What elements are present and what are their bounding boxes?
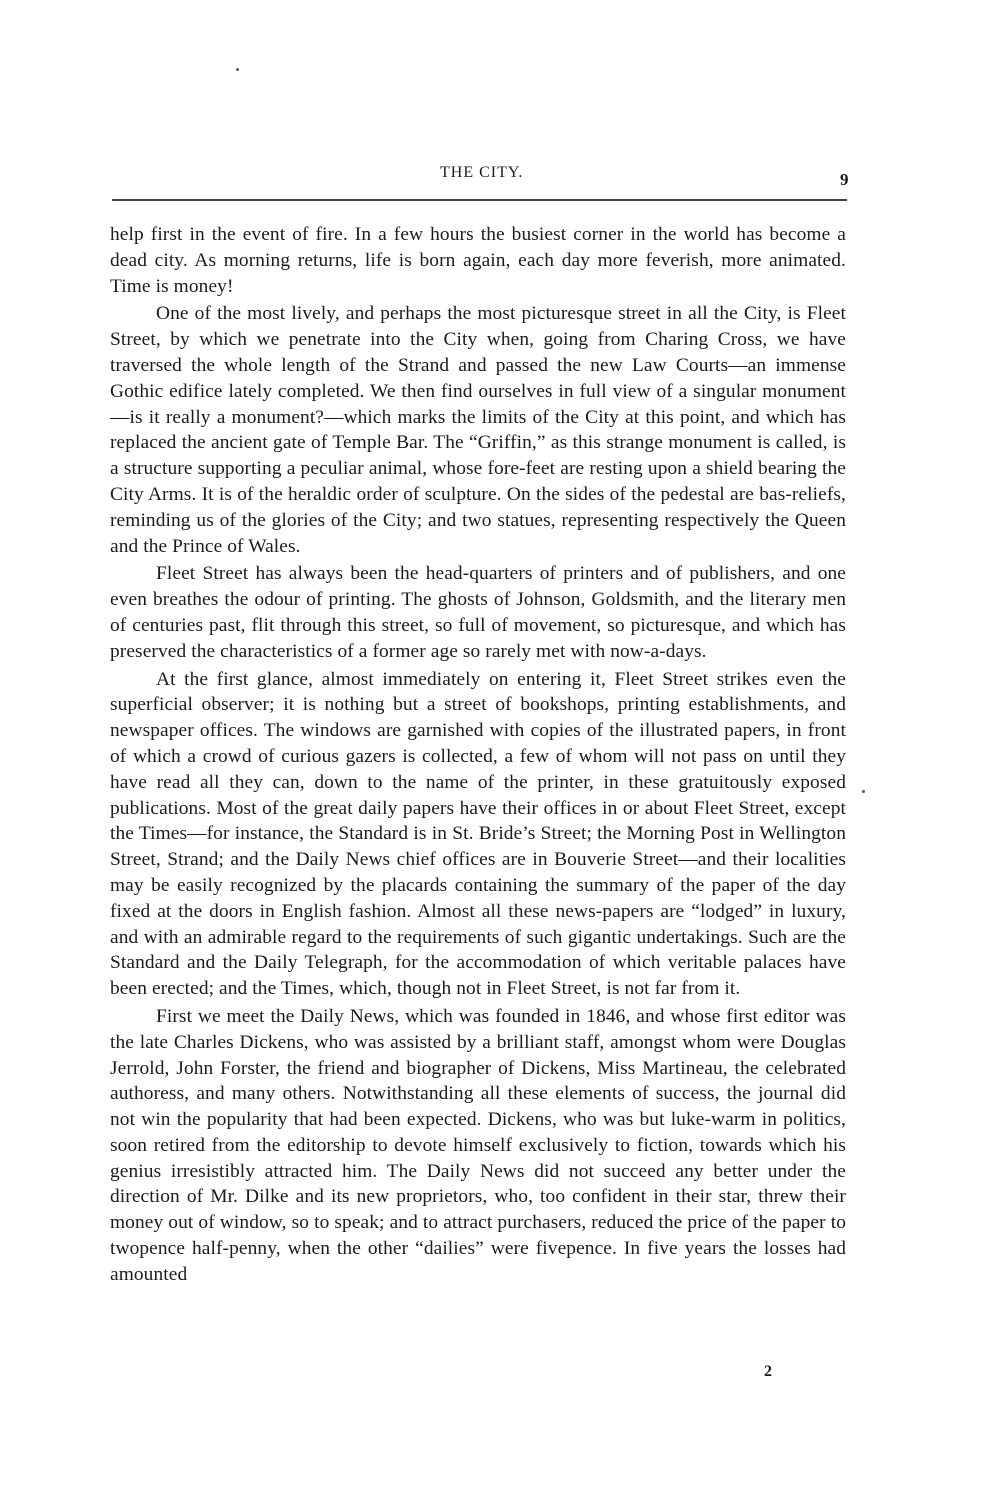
page-number: 9: [840, 170, 849, 189]
running-head: THE CITY.: [440, 164, 524, 181]
paragraph-5: First we meet the Daily News, which was founded in 1846, and whose first editor was the late Charles Dickens, who was assisted by a brilliant staff, amongst whom were Douglas Jerrold, John Forster, the friend and biographer of Dickens, Miss Martineau, the celebrated authoress, and many others. Notwithstanding all these elements of success, the journal did not win the popularity that had been expected. Dickens, who was but luke-warm in politics, soon retired from the editorship to devote himself exclusively to fiction, towards which his genius irresistibly attracted him. The Daily News did not succeed any better under the direction of Mr. Dilke and its new proprietors, who, too confident in their star, threw their money out of window, so to speak; and to attract purchasers, reduced the price of the paper to twopence half-penny, when the other “dailies” were fivepence. In five years the losses had amounted: [110, 1005, 846, 1285]
paragraph-3: Fleet Street has always been the head-quarters of printers and of publishers, and one even breathes the odour of printing. The ghosts of Johnson, Goldsmith, and the literary men of centuries past, flit through this street, so full of movement, so picturesque, and which has preserved the characteristics of a former age so rarely met with now-a-days.: [110, 563, 846, 662]
paragraph-4: At the first glance, almost immediately on entering it, Fleet Street strikes even the superficial observer; it is nothing but a street of bookshops, printing establishments, and newspaper offices. The windows are garnished with copies of the illustrated papers, in front of which a crowd of curious gazers is collected, a few of whom will not pass on until they have read all they can, down to the name of the printer, in these gratuitously exposed publications. Most of the great daily papers have their offices in or about Fleet Street, except the Times—for instance, the Standard is in St. Bride’s Street; the Morning Post in Wellington Street, Strand; and the Daily News chief offices are in Bouverie Street—and their localities may be easily recognized by the placards containing the summary of the paper of the day fixed at the doors in English fashion. Almost all these news-papers are “lodged” in luxury, and with an admirable regard to the requirements of such gigantic undertakings. Such are the Standard and the Daily Telegraph, for the accommodation of which veritable palaces have been erected; and the Times, which, though not in Fleet Street, is not far from it.: [110, 668, 846, 1000]
paragraph-2: One of the most lively, and perhaps the most picturesque street in all the City, is Fleet Street, by which we penetrate into the City when, going from Charing Cross, we have traversed the whole length of the Strand and passed the new Law Courts—an immense Gothic edifice lately completed. We then find ourselves in full view of a singular monument—is it really a monument?—which marks the limits of the City at this point, and which has replaced the ancient gate of Temple Bar. The “Griffin,” as this strange monument is called, is a structure supporting a peculiar animal, whose fore-feet are resting upon a shield bearing the City Arms. It is of the heraldic order of sculpture. On the sides of the pedestal are bas-reliefs, reminding us of the glories of the City; and two statues, representing respectively the Queen and the Prince of Wales.: [110, 303, 846, 557]
paragraph-1: help first in the event of fire. In a few hours the busiest corner in the world has become a dead city. As morning returns, life is born again, each day more feverish, more animated. Time is money!: [110, 224, 846, 297]
signature-mark: 2: [764, 1363, 772, 1380]
header-rule: [112, 199, 847, 201]
body-text: [110, 222, 846, 1288]
paper-speck: [236, 68, 239, 71]
paper-speck: [862, 790, 865, 793]
